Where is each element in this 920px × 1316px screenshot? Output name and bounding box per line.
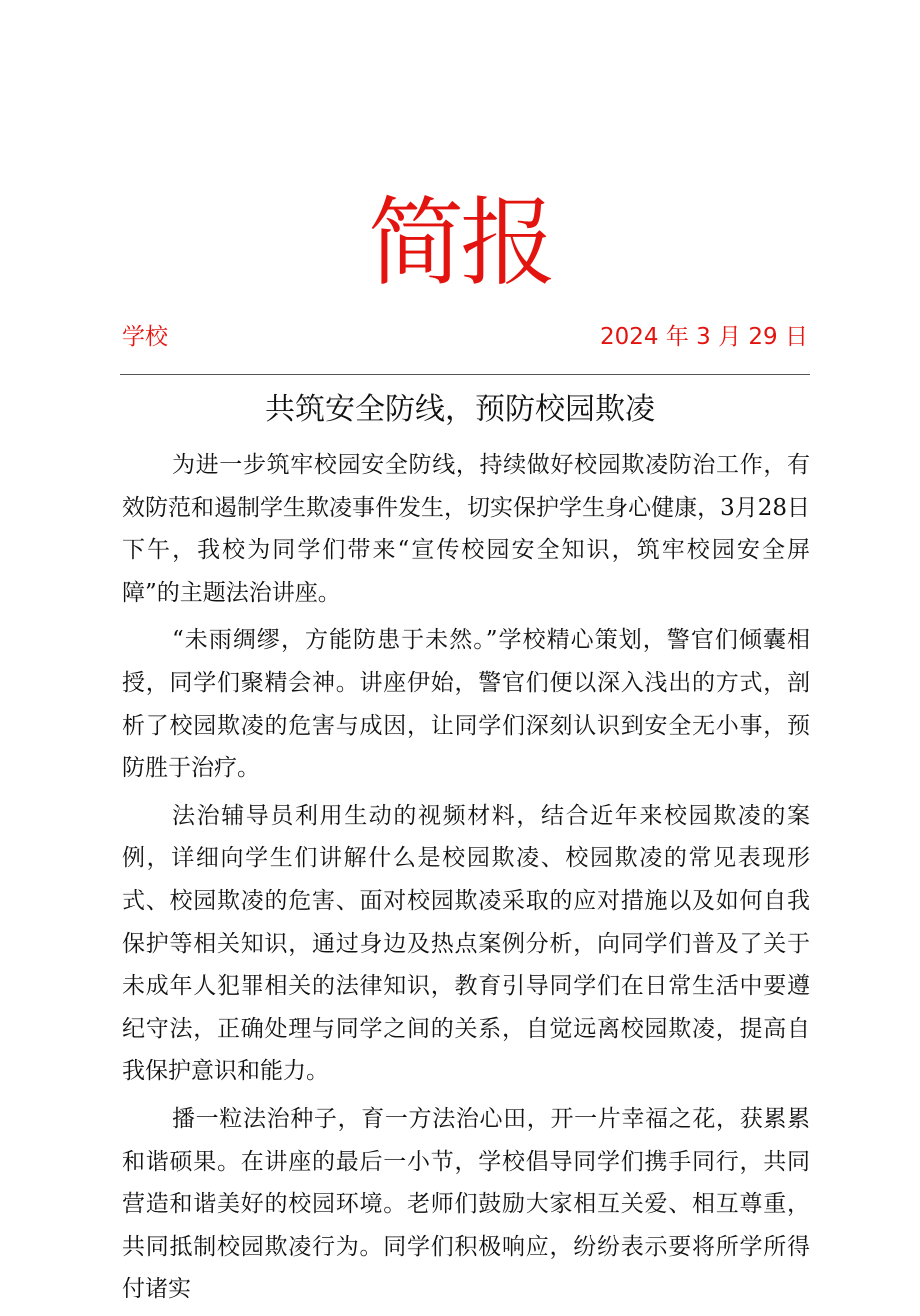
- article-paragraph: “未雨绸缪，方能防患于未然。”学校精心策划，警官们倾囊相授，同学们聚精会神。讲座伊始，警官们便以深入浅出的方式，剖析了校园欺凌的危害与成因，让同学们深刻认识到安全无小事，预防胜于治疗。: [122, 627, 810, 782]
- article-paragraph: 播一粒法治种子，育一方法治心田，开一片幸福之花，获累累和谐硕果。在讲座的最后一小节，学校倡导同学们携手同行，共同营造和谐美好的校园环境。老师们鼓励大家相互关爱、相互尊重，共同抵制校园欺凌行为。同学们积极响应，纷纷表示要将所学所得付诸实: [122, 1105, 810, 1303]
- article-paragraph: 法治辅导员利用生动的视频材料，结合近年来校园欺凌的案例，详细向学生们讲解什么是校园欺凌、校园欺凌的常见表现形式、校园欺凌的危害、面对校园欺凌采取的应对措施以及如何自我保护等相关知识，通过身边及热点案例分析，向同学们普及了关于未成年人犯罪相关的法律知识，教育引导同学们在日常生活中要遵纪守法，正确处理与同学之间的关系，自觉远离校园欺凌，提高自我保护意识和能力。: [122, 802, 810, 1085]
- article-title: 共筑安全防线，预防校园欺凌: [265, 392, 655, 427]
- masthead-title: 简报: [368, 187, 552, 299]
- header-divider: [120, 374, 810, 375]
- issuer-name: 学校: [122, 324, 168, 350]
- issue-date: 2024 年 3 月 29 日: [600, 324, 808, 350]
- article-body: [122, 444, 810, 1316]
- article-paragraph: 为进一步筑牢校园安全防线，持续做好校园欺凌防治工作，有效防范和遏制学生欺凌事件发生，切实保护学生身心健康，3月28日下午，我校为同学们带来“宣传校园安全知识，筑牢校园安全屏障”的主题法治讲座。: [122, 452, 810, 606]
